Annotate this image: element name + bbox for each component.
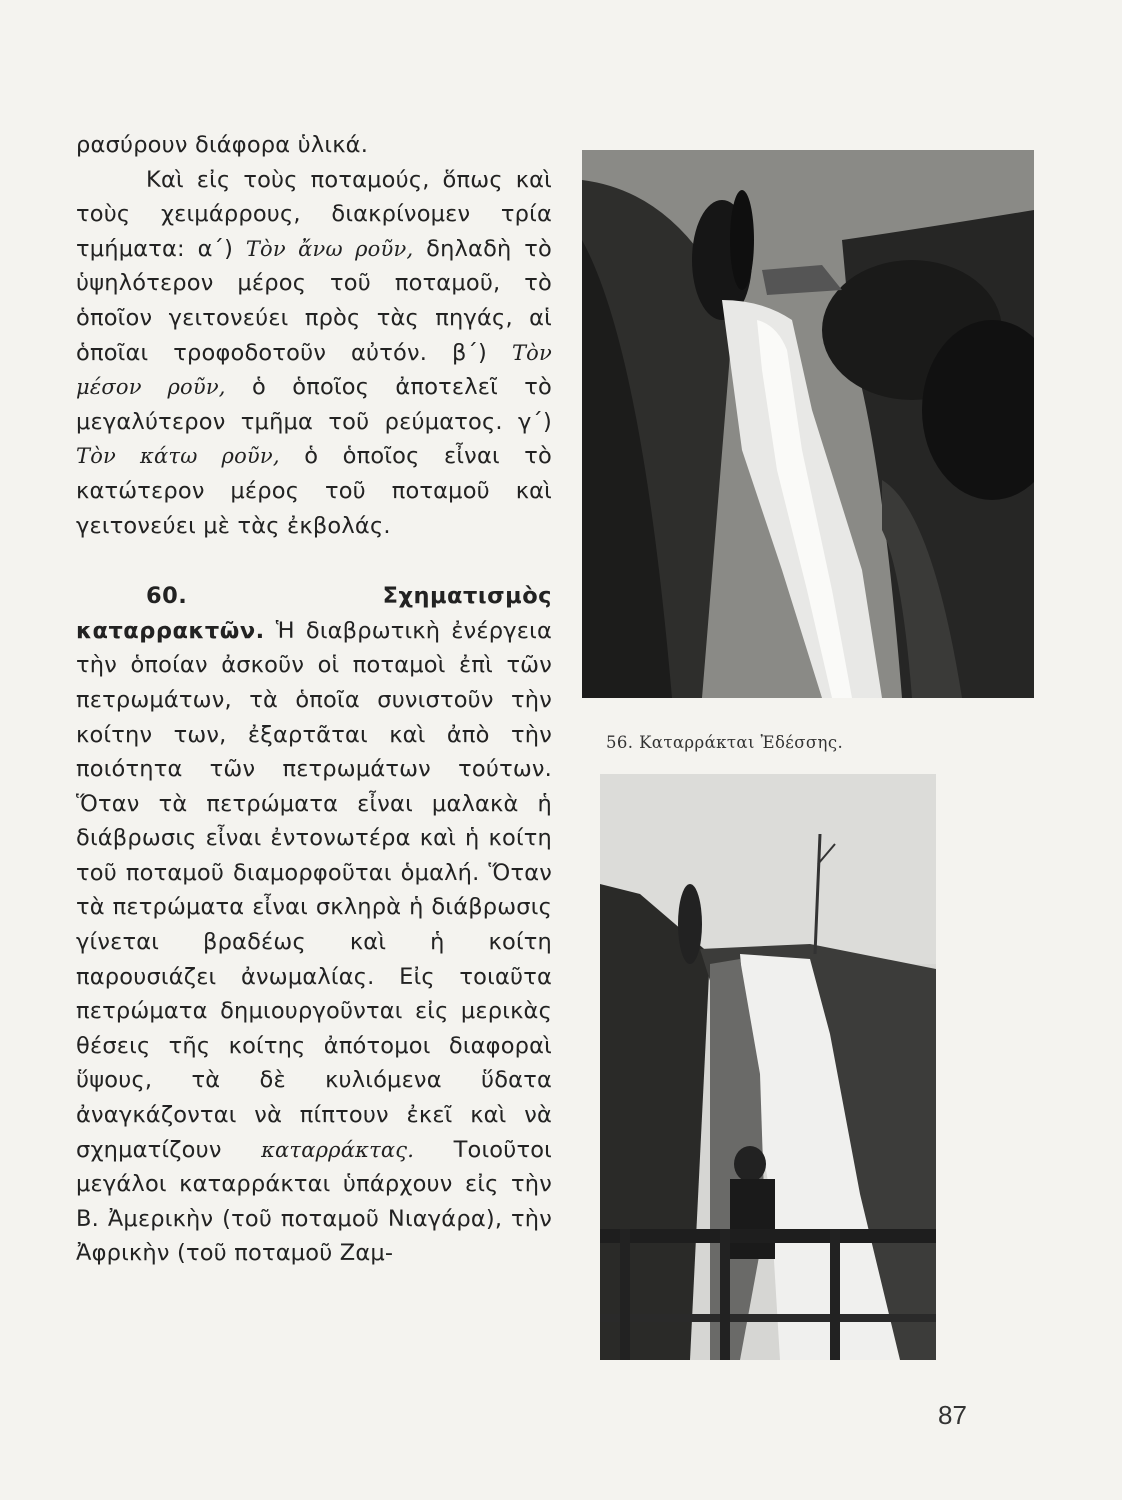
paragraph-river-sections [76, 163, 552, 544]
text-column [76, 128, 552, 1271]
text-run: ὁ ὁποῖος εἶναι τὸ κατώτερον μέρος τοῦ ποταμοῦ καὶ γειτονεύει μὲ τὰς ἐκβολάς. [76, 443, 552, 539]
text-run: Ἡ διαβρωτικὴ ἐνέργεια τὴν ὁποίαν ἀσκοῦν οἱ ποταμοὶ ἐπὶ τῶν πετρωμάτων, τὰ ὁποῖα συνιστοῦν τὴν κοίτην των, ἐξαρτᾶται καὶ ἀπὸ τὴν ποιότητα τῶν πετρωμάτων τούτων. Ὅταν τὰ πετρώματα εἶναι μαλακὰ ἡ διάβρωσις εἶναι ἐντονωτέρα καὶ ἡ κοίτη τοῦ ποταμοῦ διαμορφοῦται ὁμαλή. Ὅταν τὰ πετρώματα εἶναι σκληρὰ ἡ διάβρωσις γίνεται βραδέως καὶ ἡ κοίτη παρουσιάζει ἀνωμαλίας. Εἰς τοιαῦτα πετρώματα δημιουργοῦνται εἰς μερικὰς θέσεις τῆς κοίτης ἀπότομοι διαφοραὶ ὕψους, τὰ δὲ κυλιόμενα ὕδατα ἀναγκάζονται νὰ πίπτουν ἐκεῖ καὶ νὰ σχηματίζουν [76, 617, 552, 1163]
italic-term-waterfalls: καταρράκτας. [261, 1137, 415, 1162]
text-run: ὁ ὁποῖος ἀποτελεῖ τὸ μεγαλύτερον τμῆμα τοῦ ρεύματος. γ΄) [76, 374, 552, 435]
waterfall-photo-bottom [600, 774, 936, 1360]
section-gap [76, 543, 552, 579]
section-60-paragraph [76, 579, 552, 1271]
waterfall-photo-top [582, 150, 1034, 698]
italic-term-lower-course: Τὸν κάτω ροῦν, [76, 444, 280, 469]
waterfall-photo-top-image [582, 150, 1034, 698]
page-number: 87 [938, 1400, 967, 1430]
paragraph-continuation [76, 128, 552, 163]
waterfall-photo-bottom-image [600, 774, 936, 1360]
section-title: Σχηματισμὸς καταρρακτῶν. [76, 583, 552, 644]
figure-caption: 56. Καταρράκται Ἐδέσσης. [606, 733, 844, 752]
paragraph-continuation-text: ρασύρουν διάφορα ὑλικά. [76, 132, 369, 158]
italic-term-upper-course: Τὸν ἄνω ροῦν, [245, 236, 414, 261]
text-run: Καὶ εἰς τοὺς ποταμούς, ὅπως καὶ τοὺς χειμάρρους, διακρίνομεν τρία τμήματα: α΄) [76, 166, 552, 262]
text-run: δηλαδὴ τὸ ὑψηλότερον μέρος τοῦ ποταμοῦ, τὸ ὁποῖον γειτονεύει πρὸς τὰς πηγάς, αἱ ὁποῖαι τροφοδοτοῦν αὐτόν. β΄) [76, 235, 552, 366]
italic-term-middle-course: Τὸν μέσον ροῦν, [76, 340, 552, 400]
text-run: Τοιοῦτοι μεγάλοι καταρράκται ὑπάρχουν εἰς τὴν Β. Ἀμερικὴν (τοῦ ποταμοῦ Νιαγάρα), τὴν Ἀφρικὴν (τοῦ ποταμοῦ Ζαμ- [76, 1136, 552, 1267]
section-number: 60. [146, 583, 188, 610]
